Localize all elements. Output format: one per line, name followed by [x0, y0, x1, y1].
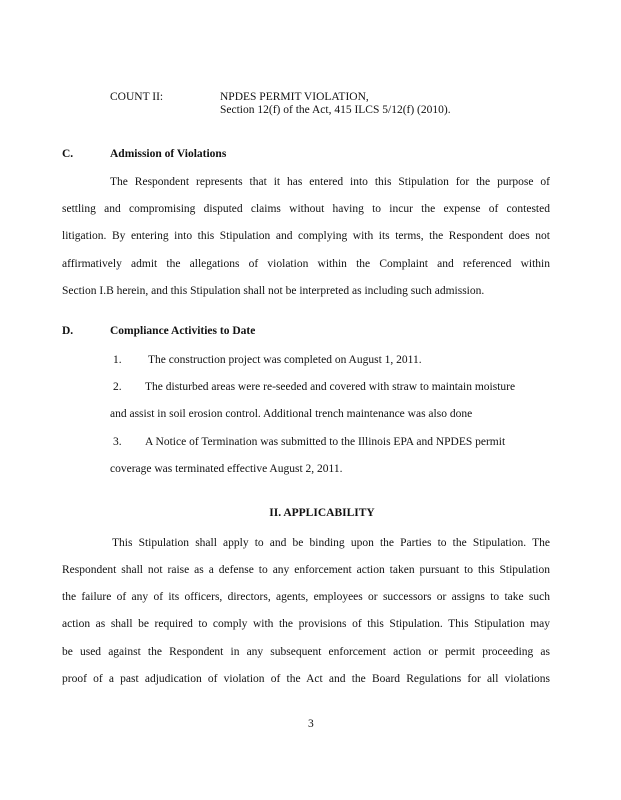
section-ii-line-1: This Stipulation shall apply to and be binding upon the Parties to the Stipulation. The — [112, 537, 550, 549]
item-1-text: The construction project was completed on August 1, 2011. — [148, 354, 422, 366]
item-3-text-line-2: coverage was terminated effective August 2, 2011. — [110, 463, 343, 475]
item-2-number: 2. — [113, 381, 122, 393]
count-citation: Section 12(f) of the Act, 415 ILCS 5/12(f) (2010). — [220, 104, 451, 116]
section-ii-line-3: the failure of any of its officers, directors, agents, employees or successors or assigns to take such — [62, 591, 550, 603]
item-3-number: 3. — [113, 436, 122, 448]
item-2-text-line-2: and assist in soil erosion control. Additional trench maintenance was also done — [110, 408, 473, 420]
section-ii-line-2: Respondent shall not raise as a defense to any enforcement action taken pursuant to this Stipulation — [62, 564, 550, 576]
item-2-text-line-1: The disturbed areas were re-seeded and covered with straw to maintain moisture — [145, 381, 516, 393]
section-c-line-5: Section I.B herein, and this Stipulation shall not be interpreted as including such admission. — [62, 285, 485, 297]
section-c-line-1: The Respondent represents that it has entered into this Stipulation for the purpose of — [110, 176, 550, 188]
section-d-letter: D. — [62, 325, 74, 337]
section-c-heading: Admission of Violations — [110, 148, 227, 160]
section-ii-line-4: action as shall be required to comply with the provisions of this Stipulation. This Stipulation may — [62, 618, 550, 630]
section-ii-line-5: be used against the Respondent in any subsequent enforcement action or permit proceeding as — [62, 646, 550, 658]
section-d-heading: Compliance Activities to Date — [110, 325, 256, 337]
section-ii-line-6: proof of a past adjudication of violation of the Act and the Board Regulations for all violations — [62, 673, 550, 685]
section-c-line-2: settling and compromising disputed claims without having to incur the expense of contested — [62, 203, 550, 215]
section-c-letter: C. — [62, 148, 74, 160]
count-title: NPDES PERMIT VIOLATION, — [220, 91, 369, 103]
page-number: 3 — [308, 718, 314, 730]
section-c-line-4: affirmatively admit the allegations of violation within the Complaint and referenced within — [62, 258, 550, 270]
item-1-number: 1. — [113, 354, 122, 366]
section-ii-heading: II. APPLICABILITY — [269, 507, 375, 519]
count-label: COUNT II: — [110, 91, 164, 103]
item-3-text-line-1: A Notice of Termination was submitted to the Illinois EPA and NPDES permit — [145, 436, 506, 448]
section-c-line-3: litigation. By entering into this Stipulation and complying with its terms, the Respondent does not — [62, 230, 550, 242]
